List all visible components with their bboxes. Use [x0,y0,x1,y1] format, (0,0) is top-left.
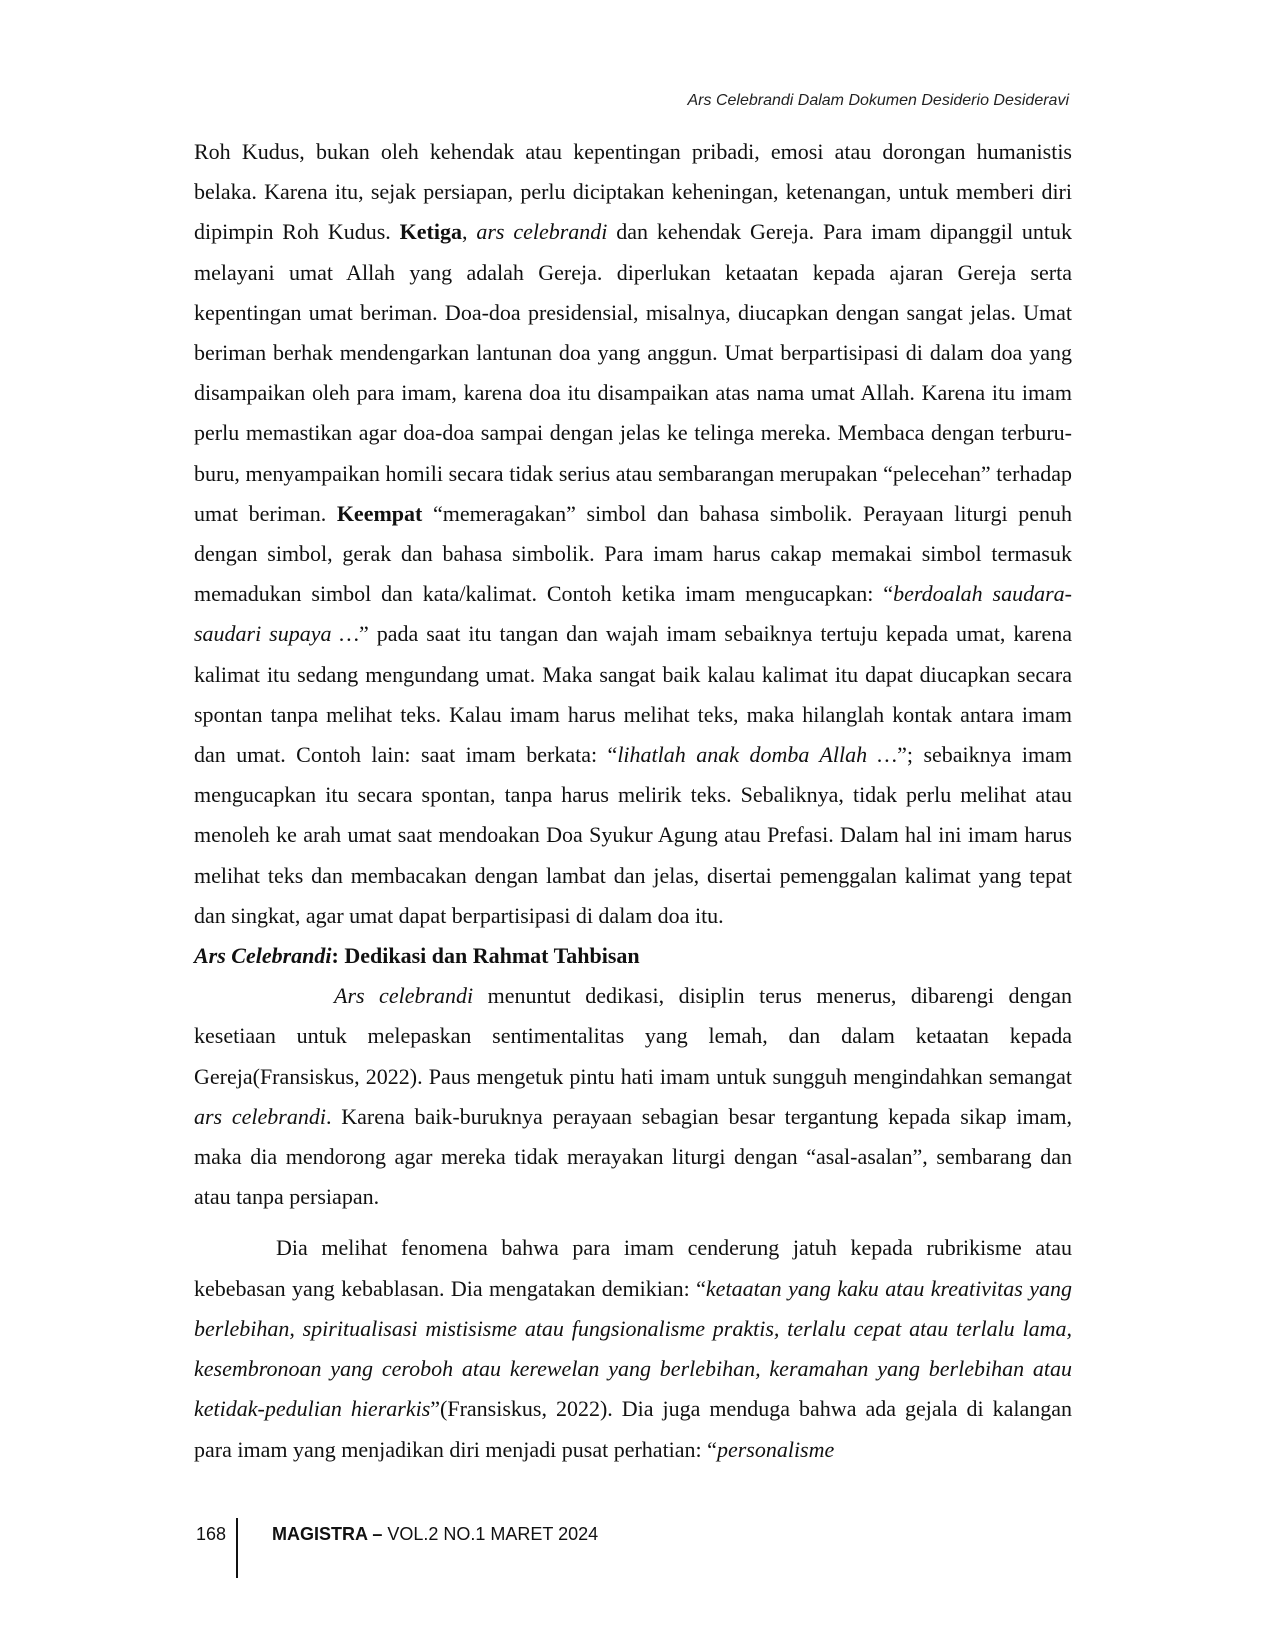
italic-quote: ketaatan yang kaku atau kreativitas yang berlebihan, spiritualisasi mistisisme atau fungsionalisme praktis, terlalu cepat atau terlalu lama, kesembronoan yang ceroboh atau kerewelan yang berlebihan, keramahan yang berlebihan atau ketidak-pedulian hierarkis [194,1275,1072,1422]
journal-issue: VOL.2 NO.1 MARET 2024 [382,1524,599,1544]
italic-term: ars celebrandi [194,1103,326,1129]
footer-divider [236,1518,238,1578]
italic-term: personalisme [716,1436,835,1462]
bold-term: Ketiga [399,219,462,245]
journal-citation [272,1524,598,1545]
italic-term: ars celebrandi [476,219,608,245]
article-body [194,132,1072,1470]
paragraph: Dia melihat fenomena bahwa para imam cenderung jatuh kepada rubrikisme atau kebebasan yang kebablasan. Dia mengatakan demikian: “ketaatan yang kaku atau kreativitas yang berlebihan, spiritualisasi mistisisme atau fungsionalisme praktis, terlalu cepat atau terlalu lama, kesembronoan yang ceroboh atau kerewelan yang berlebihan, keramahan yang berlebihan atau ketidak-pedulian hierarkis”(Fransiskus, 2022). Dia juga menduga bahwa ada gejala di kalangan para imam yang menjadikan diri menjadi pusat perhatian: “personalisme [194,1235,1072,1462]
paragraph-continuation: Roh Kudus, bukan oleh kehendak atau kepentingan pribadi, emosi atau dorongan humanistis belaka. Karena itu, sejak persiapan, perlu diciptakan keheningan, ketenangan, untuk memberi diri dipimpin Roh Kudus. Ketiga, ars celebrandi dan kehendak Gereja. Para imam dipanggil untuk melayani umat Allah yang adalah Gereja. diperlukan ketaatan kepada ajaran Gereja serta kepentingan umat beriman. Doa-doa presidensial, misalnya, diucapkan dengan sangat jelas. Umat beriman berhak mendengarkan lantunan doa yang anggun. Umat berpartisipasi di dalam doa yang disampaikan oleh para imam, karena doa itu disampaikan atas nama umat Allah. Karena itu imam perlu memastikan agar doa-doa sampai dengan jelas ke telinga mereka. Membaca dengan terburu-buru, menyampaikan homili secara tidak serius atau sembarangan merupakan “pelecehan” terhadap umat beriman. Keempat “memeragakan” simbol dan bahasa simbolik. Perayaan liturgi penuh dengan simbol, gerak dan bahasa simbolik. Para imam harus cakap memakai simbol termasuk memadukan simbol dan kata/kalimat. Contoh ketika imam mengucapkan: “berdoalah saudara-saudari supaya …” pada saat itu tangan dan wajah imam sebaiknya tertuju kepada umat, karena kalimat itu sedang mengundang umat. Maka sangat baik kalau kalimat itu dapat diucapkan secara spontan tanpa melihat teks. Kalau imam harus melihat teks, maka hilanglah kontak antara imam dan umat. Contoh lain: saat imam berkata: “lihatlah anak domba Allah …”; sebaiknya imam mengucapkan itu secara spontan, tanpa harus melirik teks. Sebaliknya, tidak perlu melihat atau menoleh ke arah umat saat mendoakan Doa Syukur Agung atau Prefasi. Dalam hal ini imam harus melihat teks dan membacakan dengan lambat dan jelas, disertai pemenggalan kalimat yang tepat dan singkat, agar umat dapat berpartisipasi di dalam doa itu. [194,139,1073,928]
page-number: 168 [196,1524,227,1544]
running-header: Ars Celebrandi Dalam Dokumen Desiderio Desideravi [687,92,1069,109]
italic-term: Ars celebrandi [334,983,474,1009]
paragraph: Ars celebrandi menuntut dedikasi, disiplin terus menerus, dibarengi dengan kesetiaan untuk melepaskan sentimentalitas yang lemah, dan dalam ketaatan kepada Gereja(Fransiskus, 2022). Paus mengetuk pintu hati imam untuk sungguh mengindahkan semangat ars celebrandi. Karena baik-buruknya perayaan sebagian besar tergantung kepada sikap imam, maka dia mendorong agar mereka tidak merayakan liturgi dengan “asal-asalan”, sembarang dan atau tanpa persiapan. [194,983,1073,1210]
italic-quote: berdoalah saudara-saudari supaya … [194,581,1073,647]
section-heading: Ars Celebrandi: Dedikasi dan Rahmat Tahbisan [194,943,640,969]
bold-term: Keempat [336,500,423,526]
journal-name: MAGISTRA – [272,1524,383,1544]
italic-quote: lihatlah anak domba Allah … [617,742,898,768]
